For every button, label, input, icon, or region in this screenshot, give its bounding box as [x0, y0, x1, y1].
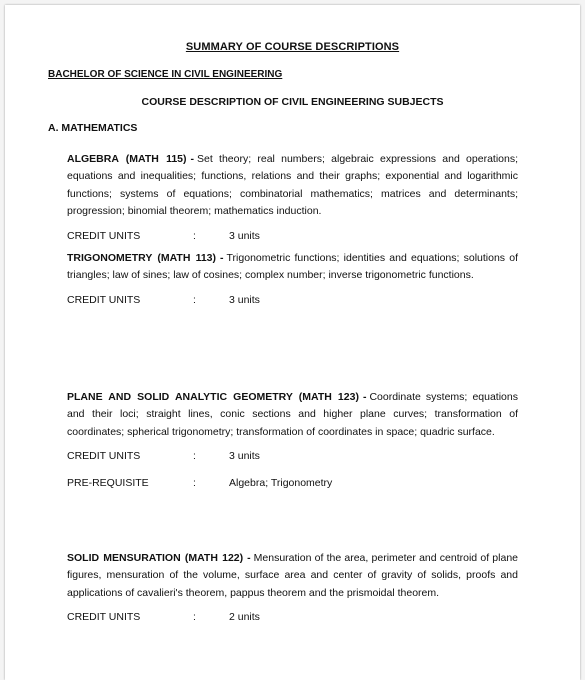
credit-units-row	[67, 230, 518, 246]
credit-units-row	[67, 611, 518, 627]
course-description-text: Mensuration of the area, perimeter and centroid of plane figures, mensuration of the volume, surface area and center of gravity of solids, proofs and applications of cavalieri's theorem, pappus theorem and the prismoidal theorem.	[67, 552, 518, 599]
course-title: ALGEBRA (MATH 115)	[67, 153, 187, 165]
document-title: SUMMARY OF COURSE DESCRIPTIONS	[185, 41, 400, 53]
document-subheading: COURSE DESCRIPTION OF CIVIL ENGINEERING SUBJECTS	[141, 96, 444, 108]
credit-units-row	[67, 450, 518, 466]
credit-units-label: CREDIT UNITS	[67, 611, 141, 624]
credit-units-row	[67, 294, 518, 310]
title-dash: -	[220, 252, 224, 264]
prerequisite-row	[67, 477, 518, 493]
course-title: SOLID MENSURATION (MATH 122)	[67, 552, 244, 564]
course-description-text: Set theory; real numbers; algebraic expressions and operations; equations and inequalities; functions, relations and their graphs; exponential and logarithmic functions; systems of equations; combinatorial mathematics; matrices and determinants; progression; binomial theorem; mathematics induction.	[67, 153, 519, 218]
credit-units-label: CREDIT UNITS	[67, 293, 141, 306]
credit-units-value: 3 units	[229, 293, 260, 306]
prerequisite-value: Algebra; Trigonometry	[229, 477, 333, 490]
course-trigonometry	[67, 250, 518, 310]
credit-units-value: 3 units	[229, 229, 260, 242]
credit-units-value: 3 units	[229, 450, 260, 463]
course-description	[67, 550, 518, 602]
credit-units-label: CREDIT UNITS	[67, 229, 141, 242]
program-name: BACHELOR OF SCIENCE IN CIVIL ENGINEERING	[48, 69, 283, 80]
document-page	[5, 5, 580, 680]
colon-separator: :	[193, 477, 196, 490]
title-dash: -	[247, 552, 251, 564]
course-description	[67, 250, 518, 285]
prerequisite-label: PRE-REQUISITE	[67, 477, 149, 490]
colon-separator: :	[193, 450, 196, 463]
colon-separator: :	[193, 293, 196, 306]
course-description	[67, 389, 518, 441]
colon-separator: :	[193, 229, 196, 242]
course-title: TRIGONOMETRY (MATH 113)	[67, 252, 217, 264]
course-solid-mensuration	[67, 550, 518, 627]
title-dash: -	[362, 391, 367, 403]
credit-units-value: 2 units	[229, 611, 260, 624]
course-analytic-geometry	[67, 389, 518, 493]
colon-separator: :	[193, 611, 196, 624]
title-dash: -	[190, 153, 195, 165]
course-algebra	[67, 151, 518, 246]
course-description	[67, 151, 518, 221]
section-heading: A. MATHEMATICS	[48, 122, 138, 134]
course-description-text: Trigonometric functions; identities and equations; solutions of triangles; law of sines; law of cosines; complex number; inverse trigonometric functions.	[67, 252, 519, 282]
course-description-text: Coordinate systems; equations and their loci; straight lines, conic sections and higher plane curves; transformation of coordinates; spherical trigonometry; transformation of coordinates in space; quadric surface.	[67, 391, 518, 438]
credit-units-label: CREDIT UNITS	[67, 450, 141, 463]
course-title: PLANE AND SOLID ANALYTIC GEOMETRY (MATH 123)	[67, 391, 359, 403]
